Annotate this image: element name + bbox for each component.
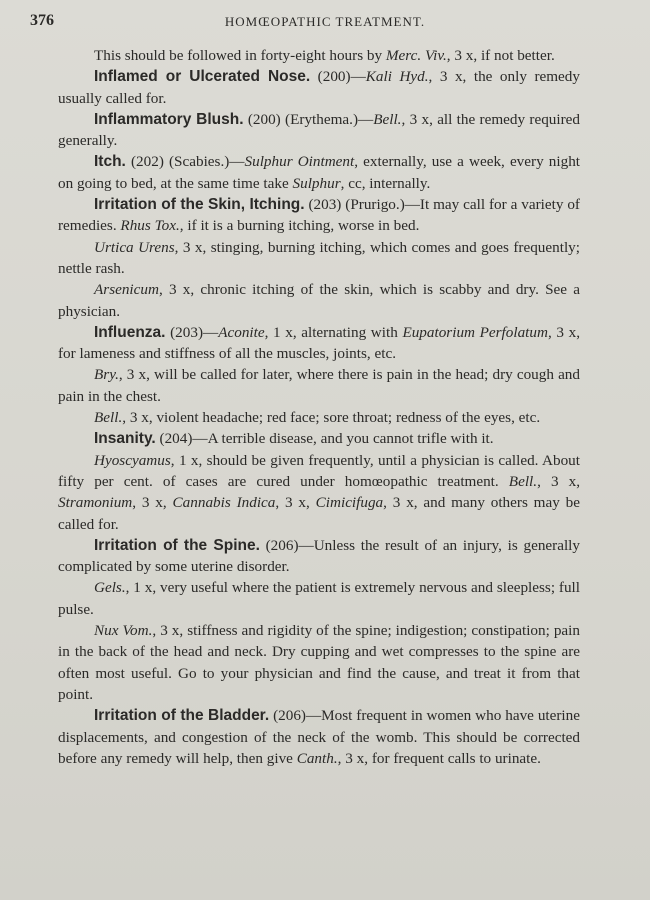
- paragraph-text: , 3 x, if not better.: [446, 47, 555, 64]
- paragraph-text: , 1 x, very useful where the patient is extremely nervous and sleepless; full pulse.: [58, 579, 580, 618]
- remedy-name: Bell.: [373, 110, 402, 128]
- paragraph-text: , 1 x, alternating with: [264, 323, 403, 341]
- remedy-name: Stramonium: [58, 494, 133, 512]
- remedy-name: Canth.: [296, 749, 338, 767]
- paragraph: [58, 151, 580, 194]
- remedy-name: Sulphur Ointment: [244, 153, 355, 171]
- paragraph-text: , externally, use a week, every night on going to bed, at the same time take: [58, 153, 581, 192]
- paragraph: [58, 428, 580, 449]
- remedy-name: Nux Vom.: [94, 622, 153, 640]
- paragraph: [58, 535, 580, 578]
- paragraph: [58, 577, 580, 620]
- page-number: 376: [30, 12, 54, 29]
- remedy-name: Merc. Viv.: [385, 47, 447, 64]
- paragraph: [58, 109, 580, 152]
- remedy-name: Bry.: [94, 366, 119, 384]
- paragraph-text: , 3 x, violent headache; red face; sore throat; redness of the eyes, etc.: [122, 409, 541, 427]
- paragraph-text: , 3 x, for frequent calls to urinate.: [337, 749, 541, 767]
- paragraph-text: , 3 x, and many others may be called for.: [58, 494, 580, 533]
- paragraph-text: , if it is a burning itching, worse in bed.: [179, 217, 420, 235]
- remedy-name: Eupatorium Perfolatum: [402, 323, 548, 341]
- remedy-name: Cimicifuga: [315, 494, 384, 512]
- paragraph-text: (206)—Unless the result of an injury, is generally complicated by some uterine disorder.: [58, 536, 580, 576]
- paragraph: [58, 322, 580, 365]
- remedy-name: Gels.: [94, 579, 126, 597]
- paragraph-text: , 3 x, stinging, burning itching, which comes and goes frequently; nettle rash.: [58, 238, 580, 277]
- remedy-name: Urtica Urens: [94, 238, 175, 256]
- remedy-name: Hyoscyamus: [94, 451, 171, 469]
- paragraph: [58, 45, 580, 66]
- paragraph-text: (204)—A terrible disease, and you cannot trifle with it.: [155, 430, 494, 448]
- entry-heading: Irritation of the Skin, Itching.: [94, 196, 305, 214]
- entry-heading: Inflammatory Blush.: [94, 110, 244, 128]
- paragraph-text: , 3 x, for lameness and stiffness of all the muscles, joints, etc.: [58, 323, 580, 363]
- paragraph: [58, 407, 580, 428]
- paragraph-text: , 3 x, will be called for later, where there is pain in the head; dry cough and pain in the chest.: [58, 366, 580, 405]
- entry-heading: Influenza.: [94, 323, 166, 341]
- paragraph-text: , 3 x,: [275, 494, 316, 512]
- paragraph: [58, 705, 580, 769]
- paragraph-text: , 3 x, stiffness and rigidity of the spine; indigestion; constipation; pain in the back of the head and neck. Dry cupping and wet compresses to the spine are often most useful. Go to your physician and find the cause, and treat it from that point.: [58, 622, 580, 703]
- entry-heading: Inflamed or Ulcerated Nose.: [94, 68, 311, 86]
- entry-heading: Irritation of the Spine.: [94, 536, 260, 554]
- paragraph: [58, 279, 580, 322]
- paragraph-text: , 1 x, should be given frequently, until a physician is called. About fifty per cent. of cases are cured under homœopathic treatment.: [58, 451, 580, 490]
- paragraph-text: , 3 x,: [132, 494, 173, 512]
- paragraph-text: (206)—Most frequent in women who have uterine displacements, and congestion of the neck of the womb. This should be corrected before any remedy will help, then give: [58, 707, 580, 767]
- remedy-name: Arsenicum: [94, 281, 159, 299]
- remedy-name: Sulphur: [292, 174, 341, 192]
- remedy-name: Aconite: [218, 323, 265, 341]
- paragraph: [58, 194, 580, 237]
- entry-heading: Insanity.: [94, 430, 156, 448]
- paragraph-text: This should be followed in forty-eight hours by: [94, 47, 386, 64]
- paragraph: [58, 620, 580, 705]
- paragraph: [58, 66, 580, 109]
- paragraph-text: (202) (Scabies.)—: [125, 153, 245, 171]
- paragraph-text: (200) (Erythema.)—: [243, 110, 374, 128]
- entry-heading: Irritation of the Bladder.: [94, 707, 270, 725]
- entry-heading: Itch.: [94, 153, 126, 171]
- paragraph-text: , 3 x, all the remedy required generally.: [58, 110, 581, 150]
- paragraph-text: (203)—: [165, 323, 219, 341]
- remedy-name: Bell.: [508, 472, 538, 490]
- running-head: HOMŒOPATHIC TREATMENT.: [224, 14, 426, 29]
- paragraph-text: , 3 x, the only remedy usually called for.: [58, 68, 580, 107]
- paragraph: [58, 237, 580, 280]
- paragraph-text: , cc, internally.: [340, 174, 431, 192]
- page-header: [30, 12, 620, 34]
- remedy-name: Cannabis Indica: [172, 494, 276, 512]
- remedy-name: Kali Hyd.: [365, 68, 429, 86]
- paragraph-text: , 3 x,: [537, 472, 581, 490]
- paragraph-text: (200)—: [310, 68, 366, 86]
- paragraph: [58, 364, 580, 407]
- paragraph-text: (203) (Prurigo.)—It may call for a variety of remedies.: [58, 196, 580, 235]
- page-body: [58, 45, 580, 769]
- remedy-name: Rhus Tox.: [120, 217, 180, 235]
- paragraph-text: , 3 x, chronic itching of the skin, which is scabby and dry. See a physician.: [58, 281, 580, 320]
- remedy-name: Bell.: [94, 409, 123, 427]
- paragraph: [58, 450, 580, 535]
